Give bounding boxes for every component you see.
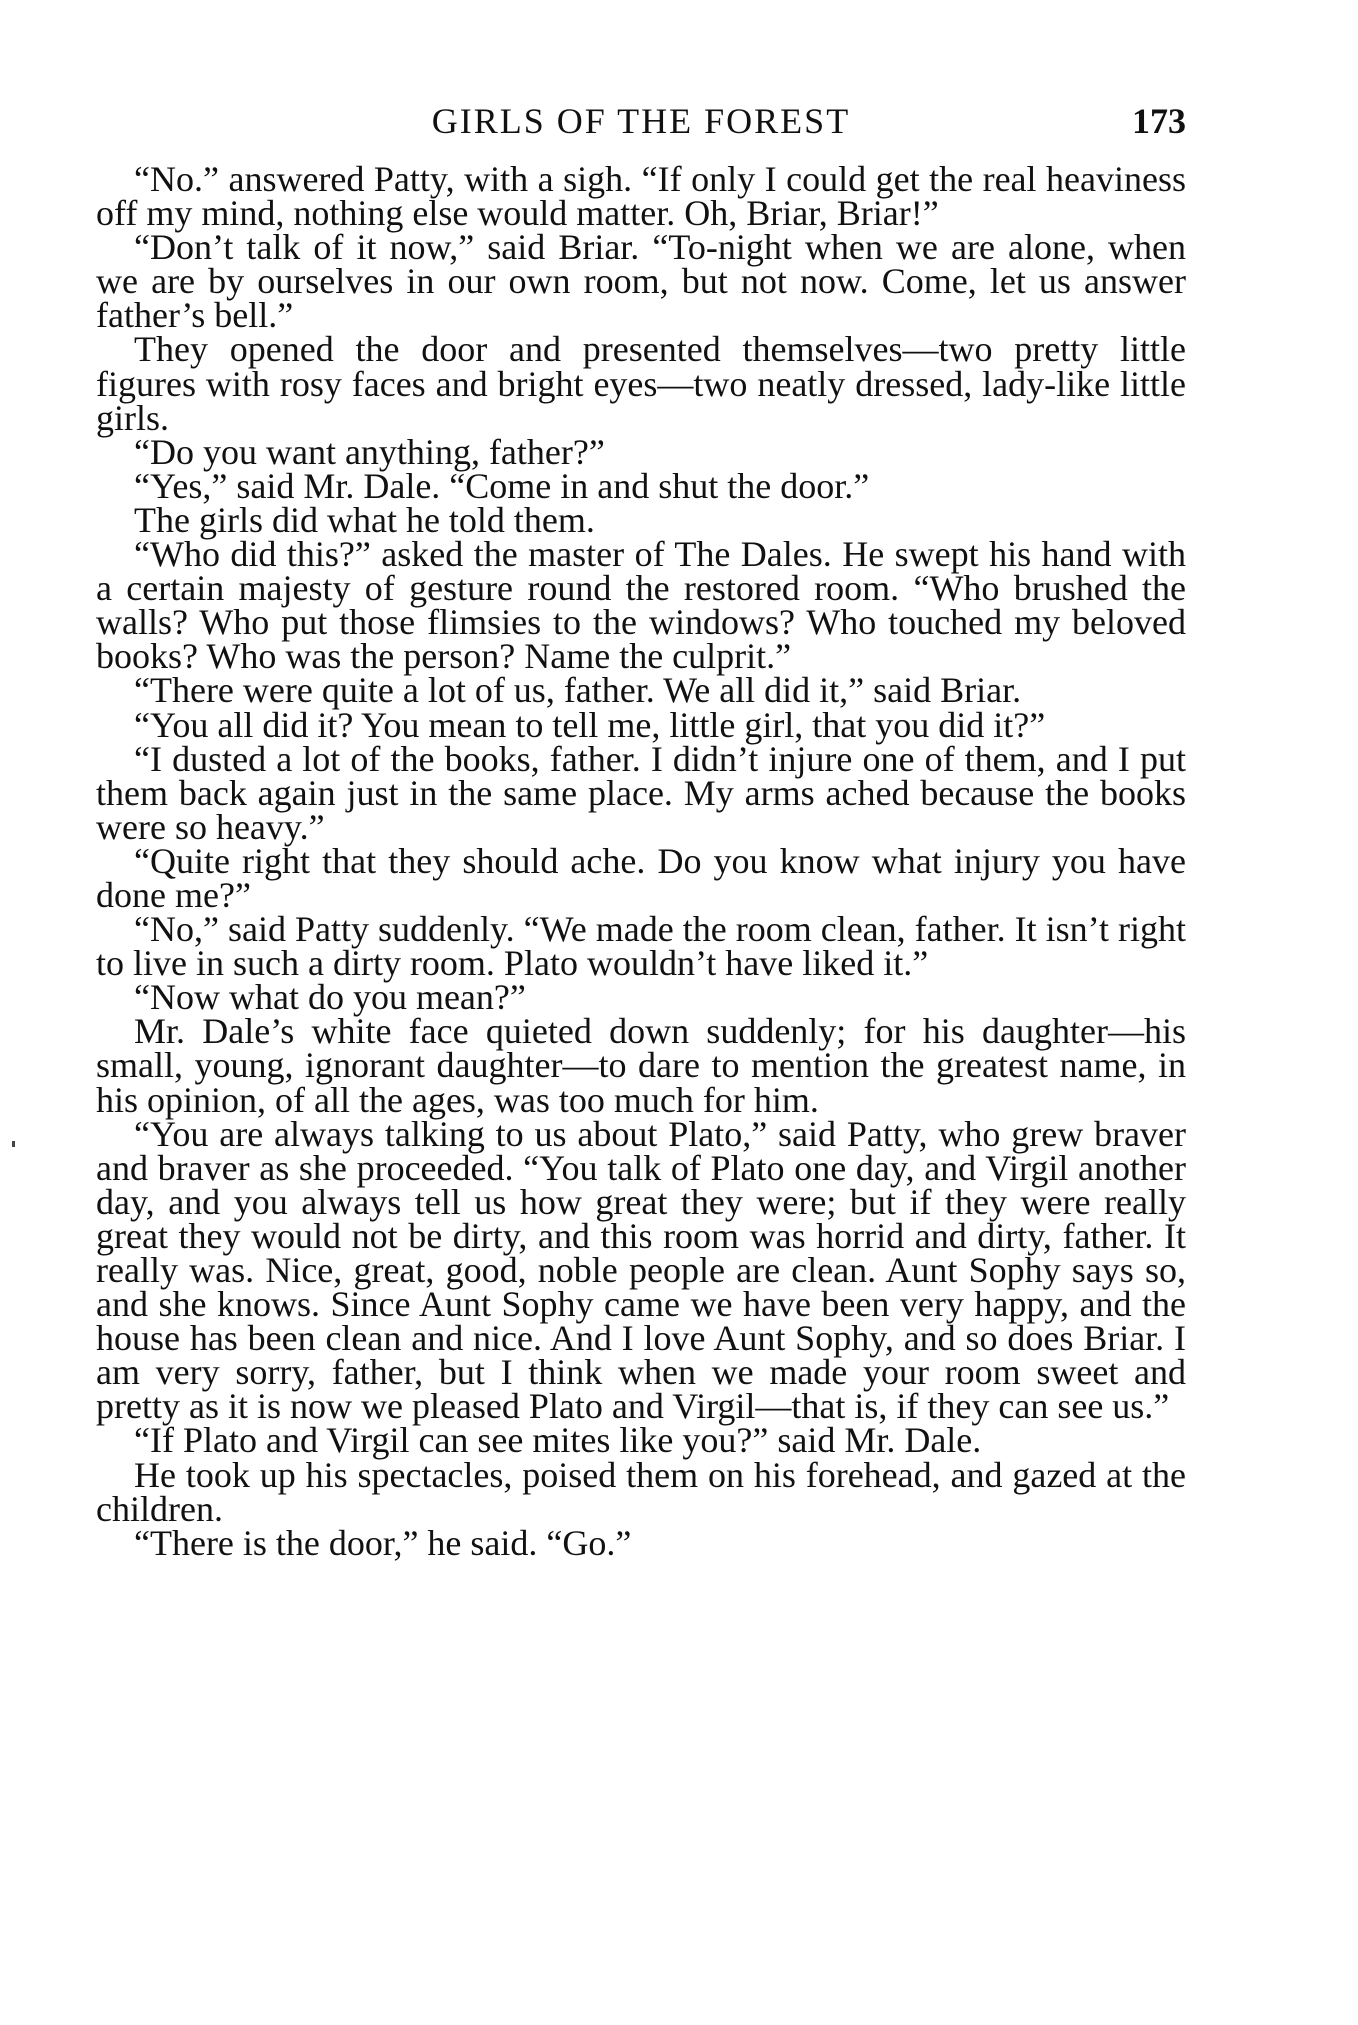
paragraph: “You all did it? You mean to tell me, little girl, that you did it?” [134,704,1046,745]
paragraph: “Do you want anything, father?” [134,431,605,472]
paragraph: “If Plato and Virgil can see mites like you?” said Mr. Dale. [134,1420,982,1461]
running-title: GIRLS OF THE FOREST [431,101,851,141]
paragraph: “Quite right that they should ache. Do you know what injury you have done me?” [96,840,1186,915]
paragraph: He took up his spectacles, poised them on his forehead, and gazed at the children. [96,1454,1186,1529]
paragraph: “There is the door,” he said. “Go.” [134,1522,632,1563]
paragraph: “Yes,” said Mr. Dale. “Come in and shut the door.” [134,465,870,506]
paragraph: “You are always talking to us about Plato,” said Patty, who grew braver and braver as she proceeded. “You talk of Plato one day, and Virgil another day, and you always tell us how great they were; but if they were really great they would not be dirty, and this room was horrid and dirty, father. It really was. Nice, great, good, noble people are clean. Aunt Sophy says so, and she knows. Since Aunt Sophy came we have been very happy, and the house has been clean and nice. And I love Aunt Sophy, and so does Briar. I am very sorry, father, but I think when we made your room sweet and pretty as it is now we pleased Plato and Virgil—that is, if they can see us.” [96,1113,1186,1427]
paragraph: “There were quite a lot of us, father. We all did it,” said Briar. [134,670,1022,711]
body-text [96,159,1186,1563]
paragraph: Mr. Dale’s white face quieted down suddenly; for his daughter—his small, young, ignorant daughter—to dare to mention the greatest name, in his opinion, of all the ages, was too much for him. [96,1011,1186,1120]
paragraph: They opened the door and presented themselves—two pretty little figures with rosy faces and bright eyes—two neatly dressed, lady-like little girls. [96,329,1186,438]
running-head [96,96,1186,146]
paragraph: “Don’t talk of it now,” said Briar. “To-night when we are alone, when we are by ourselves in our own room, but not now. Come, let us answer father’s bell.” [96,227,1186,336]
paragraph: The girls did what he told them. [134,499,595,540]
paragraph: “Who did this?” asked the master of The Dales. He swept his hand with a certain majesty of gesture round the restored room. “Who brushed the walls? Who put those flimsies to the windows? Who touched my beloved books? Who was the person? Name the culprit.” [96,534,1186,677]
paragraph: “Now what do you mean?” [134,977,526,1018]
page-number: 173 [1132,101,1186,141]
scan-speck [12,1141,15,1147]
paragraph: “No.” answered Patty, with a sigh. “If only I could get the real heaviness off my mind, nothing else would matter. Oh, Briar, Briar!” [96,159,1186,234]
paragraph: “I dusted a lot of the books, father. I didn’t injure one of them, and I put them back again just in the same place. My arms ached because the books were so heavy.” [96,738,1186,847]
paragraph: “No,” said Patty suddenly. “We made the room clean, father. It isn’t right to live in such a dirty room. Plato wouldn’t have liked it.” [96,909,1186,984]
